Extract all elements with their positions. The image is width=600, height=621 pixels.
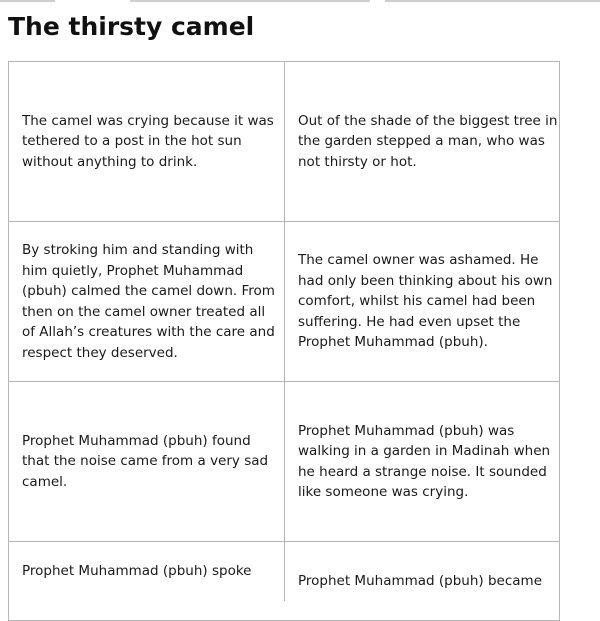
story-card-2-left: [22, 222, 280, 381]
story-card-text: The camel owner was ashamed. He had only been thinking about his own comfort, whilst his camel had been suffering. He had even upset the Prophet Muhammad (pbuh).: [298, 252, 553, 351]
top-divider: [0, 0, 55, 2]
story-card-text: Out of the shade of the biggest tree in the garden stepped a man, who was not thirsty or hot.: [298, 112, 558, 170]
story-card-3-left: [22, 382, 280, 541]
story-card-4-right: [298, 542, 560, 602]
story-card-text: Prophet Muhammad (pbuh) was walking in a garden in Madinah when he heard a strange noise. It sounded like someone was crying.: [298, 422, 551, 500]
story-card-text: The camel was crying because it was tethered to a post in the hot sun without anything to drink.: [22, 112, 274, 170]
top-divider: [385, 0, 600, 2]
story-card-2-right: [298, 222, 560, 381]
story-card-4-left: [22, 542, 280, 602]
grid-column-divider: [284, 61, 285, 601]
story-card-text: Prophet Muhammad (pbuh) found that the noise came from a very sad camel.: [22, 432, 269, 490]
story-card-text: Prophet Muhammad (pbuh) became: [298, 573, 543, 589]
story-card-text: By stroking him and standing with him quietly, Prophet Muhammad (pbuh) calmed the camel down. From then on the camel owner treated all of Allah’s creatures with the care and respect they deserved.: [22, 242, 275, 361]
page-title: The thirsty camel: [8, 12, 255, 41]
story-card-1-right: [298, 62, 560, 221]
story-card-text: Prophet Muhammad (pbuh) spoke: [22, 563, 252, 579]
top-divider: [130, 0, 370, 2]
story-card-3-right: [298, 382, 560, 541]
story-card-1-left: [22, 62, 280, 221]
